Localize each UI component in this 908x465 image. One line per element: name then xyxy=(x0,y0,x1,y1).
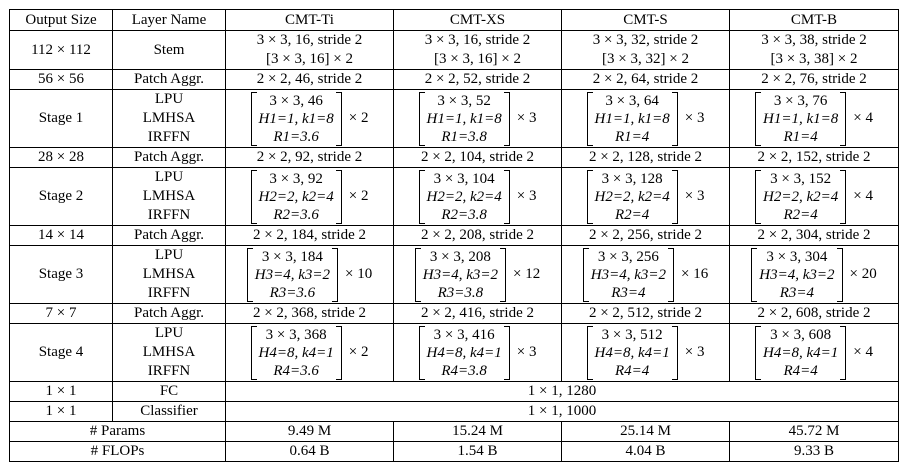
repeat-count: × 2 xyxy=(348,344,369,360)
irffn-config: R3=3.8 xyxy=(437,284,484,301)
stage-block-cell xyxy=(226,90,394,148)
patch-cell: 2 × 2, 608, stride 2 xyxy=(730,304,899,324)
header-model-xs: CMT-XS xyxy=(394,10,562,31)
lmhsa-config: H3=4, k3=2 xyxy=(759,266,835,283)
block-matrix xyxy=(251,92,342,146)
block-matrix xyxy=(419,326,510,380)
stem-cell: 3 × 3, 38, stride 2 [3 × 3, 38] × 2 xyxy=(730,31,899,70)
stage-block-cell xyxy=(394,324,562,382)
stage-block-cell xyxy=(730,90,899,148)
header-model-s: CMT-S xyxy=(562,10,730,31)
output-size: 1 × 1 xyxy=(10,382,113,402)
layer-name: FC xyxy=(113,382,226,402)
block-matrix xyxy=(755,170,846,224)
stem-cell: 3 × 3, 16, stride 2 [3 × 3, 16] × 2 xyxy=(394,31,562,70)
block-matrix xyxy=(247,248,338,302)
stem-row xyxy=(10,31,899,70)
irffn-label: IRFFN xyxy=(147,129,191,145)
lmhsa-config: H2=2, k2=4 xyxy=(763,188,839,205)
block-matrix xyxy=(419,92,510,146)
patch-cell: 2 × 2, 184, stride 2 xyxy=(226,226,394,246)
stage-name: Stage 4 xyxy=(10,324,113,382)
lmhsa-label: LMHSA xyxy=(142,188,196,204)
stage-layer-names xyxy=(113,324,226,382)
patch-cell: 2 × 2, 512, stride 2 xyxy=(562,304,730,324)
patch-cell: 2 × 2, 256, stride 2 xyxy=(562,226,730,246)
repeat-count: × 2 xyxy=(348,188,369,204)
lpu-config: 3 × 3, 92 xyxy=(269,170,323,187)
repeat-count: × 3 xyxy=(684,110,705,126)
block-matrix xyxy=(587,326,678,380)
block-matrix xyxy=(755,92,846,146)
flops-value: 0.64 B xyxy=(226,442,394,462)
irffn-config: R3=4 xyxy=(611,284,646,301)
lpu-config: 3 × 3, 208 xyxy=(429,248,491,265)
block-matrix xyxy=(755,326,846,380)
classifier-row xyxy=(10,402,899,422)
lpu-config: 3 × 3, 256 xyxy=(597,248,659,265)
patch-cell: 2 × 2, 304, stride 2 xyxy=(730,226,899,246)
lmhsa-config: H1=1, k1=8 xyxy=(258,110,334,127)
lpu-config: 3 × 3, 128 xyxy=(601,170,663,187)
lpu-config: 3 × 3, 608 xyxy=(770,326,832,343)
irffn-config: R1=4 xyxy=(614,128,650,145)
stage-name: Stage 2 xyxy=(10,168,113,226)
block-matrix xyxy=(251,326,342,380)
layer-name: Patch Aggr. xyxy=(113,226,226,246)
repeat-count: × 10 xyxy=(345,266,373,282)
fc-row xyxy=(10,382,899,402)
params-value: 25.14 M xyxy=(562,422,730,442)
header-model-b: CMT-B xyxy=(730,10,899,31)
patch-cell: 2 × 2, 92, stride 2 xyxy=(226,148,394,168)
patch-cell: 2 × 2, 76, stride 2 xyxy=(730,70,899,90)
architecture-table xyxy=(9,9,899,462)
irffn-config: R4=3.6 xyxy=(273,362,319,379)
lmhsa-config: H4=8, k4=1 xyxy=(763,344,839,361)
irffn-config: R1=4 xyxy=(783,128,818,145)
stage-block-cell xyxy=(562,324,730,382)
stage-row xyxy=(10,246,899,304)
layer-name: Classifier xyxy=(113,402,226,422)
lpu-config: 3 × 3, 368 xyxy=(265,326,327,343)
irffn-config: R2=3.6 xyxy=(273,206,319,223)
irffn-label: IRFFN xyxy=(147,363,191,379)
lmhsa-label: LMHSA xyxy=(142,266,196,282)
lpu-config: 3 × 3, 46 xyxy=(269,92,323,109)
block-matrix xyxy=(751,248,842,302)
stage-block-cell xyxy=(730,246,899,304)
block-matrix xyxy=(415,248,506,302)
lmhsa-label: LMHSA xyxy=(142,110,196,126)
lmhsa-config: H4=8, k4=1 xyxy=(594,344,670,361)
irffn-label: IRFFN xyxy=(147,285,191,301)
repeat-count: × 3 xyxy=(516,188,537,204)
stage-row xyxy=(10,90,899,148)
output-size: 14 × 14 xyxy=(10,226,113,246)
stage-name: Stage 3 xyxy=(10,246,113,304)
params-row xyxy=(10,422,899,442)
patch-cell: 2 × 2, 208, stride 2 xyxy=(394,226,562,246)
repeat-count: × 2 xyxy=(348,110,369,126)
header-output-size: Output Size xyxy=(10,10,113,31)
patch-cell: 2 × 2, 368, stride 2 xyxy=(226,304,394,324)
stage-block-cell xyxy=(394,90,562,148)
repeat-count: × 3 xyxy=(516,344,537,360)
patch-aggr-row xyxy=(10,148,899,168)
layer-name: Patch Aggr. xyxy=(113,148,226,168)
output-size: 112 × 112 xyxy=(10,31,113,70)
lmhsa-config: H4=8, k4=1 xyxy=(426,344,502,361)
block-matrix xyxy=(419,170,510,224)
lpu-label: LPU xyxy=(154,91,184,107)
irffn-config: R4=4 xyxy=(783,362,818,379)
lpu-config: 3 × 3, 52 xyxy=(437,92,491,109)
lmhsa-config: H1=1, k1=8 xyxy=(426,110,502,127)
header-model-ti: CMT-Ti xyxy=(226,10,394,31)
repeat-count: × 20 xyxy=(849,266,877,282)
lpu-config: 3 × 3, 76 xyxy=(773,92,828,109)
block-matrix xyxy=(251,170,342,224)
output-size: 56 × 56 xyxy=(10,70,113,90)
irffn-config: R3=3.6 xyxy=(269,284,316,301)
lpu-label: LPU xyxy=(154,247,184,263)
lpu-label: LPU xyxy=(154,325,184,341)
stage-layer-names xyxy=(113,90,226,148)
stem-cell: 3 × 3, 32, stride 2 [3 × 3, 32] × 2 xyxy=(562,31,730,70)
stage-block-cell xyxy=(562,168,730,226)
lmhsa-config: H3=4, k3=2 xyxy=(590,266,666,283)
patch-cell: 2 × 2, 152, stride 2 xyxy=(730,148,899,168)
stage-layer-names xyxy=(113,246,226,304)
layer-name: Patch Aggr. xyxy=(113,70,226,90)
stage-block-cell xyxy=(730,324,899,382)
stage-block-cell xyxy=(562,90,730,148)
patch-cell: 2 × 2, 128, stride 2 xyxy=(562,148,730,168)
flops-label: # FLOPs xyxy=(10,442,226,462)
layer-name: Stem xyxy=(113,31,226,70)
lmhsa-config: H3=4, k3=2 xyxy=(254,266,330,283)
patch-cell: 2 × 2, 104, stride 2 xyxy=(394,148,562,168)
repeat-count: × 3 xyxy=(516,110,537,126)
output-size: 1 × 1 xyxy=(10,402,113,422)
lmhsa-config: H1=1, k1=8 xyxy=(594,110,670,127)
stage-block-cell xyxy=(226,168,394,226)
repeat-count: × 4 xyxy=(853,188,873,204)
repeat-count: × 16 xyxy=(681,266,709,282)
patch-cell: 2 × 2, 52, stride 2 xyxy=(394,70,562,90)
irffn-config: R4=3.8 xyxy=(441,362,487,379)
header-layer-name: Layer Name xyxy=(113,10,226,31)
output-size: 28 × 28 xyxy=(10,148,113,168)
stage-block-cell xyxy=(394,168,562,226)
lpu-config: 3 × 3, 104 xyxy=(433,170,495,187)
params-label: # Params xyxy=(10,422,226,442)
repeat-count: × 3 xyxy=(684,188,705,204)
lmhsa-config: H2=2, k2=4 xyxy=(258,188,334,205)
flops-value: 1.54 B xyxy=(394,442,562,462)
lpu-config: 3 × 3, 512 xyxy=(601,326,663,343)
patch-cell: 2 × 2, 416, stride 2 xyxy=(394,304,562,324)
stem-cell: 3 × 3, 16, stride 2 [3 × 3, 16] × 2 xyxy=(226,31,394,70)
lmhsa-label: LMHSA xyxy=(142,344,196,360)
patch-aggr-row xyxy=(10,70,899,90)
irffn-config: R2=3.8 xyxy=(441,206,487,223)
lpu-config: 3 × 3, 64 xyxy=(605,92,659,109)
irffn-config: R2=4 xyxy=(783,206,818,223)
stage-block-cell xyxy=(394,246,562,304)
irffn-config: R1=3.8 xyxy=(441,128,487,145)
lpu-config: 3 × 3, 152 xyxy=(770,170,832,187)
params-value: 9.49 M xyxy=(226,422,394,442)
flops-value: 9.33 B xyxy=(730,442,899,462)
params-value: 45.72 M xyxy=(730,422,899,442)
repeat-count: × 4 xyxy=(853,344,873,360)
block-matrix xyxy=(583,248,674,302)
stage-layer-names xyxy=(113,168,226,226)
fc-cell: 1 × 1, 1280 xyxy=(226,382,899,402)
lpu-config: 3 × 3, 416 xyxy=(433,326,495,343)
stage-block-cell xyxy=(730,168,899,226)
stage-block-cell xyxy=(226,324,394,382)
block-matrix xyxy=(587,170,678,224)
lmhsa-config: H2=2, k2=4 xyxy=(426,188,502,205)
patch-cell: 2 × 2, 46, stride 2 xyxy=(226,70,394,90)
flops-row xyxy=(10,442,899,462)
classifier-cell: 1 × 1, 1000 xyxy=(226,402,899,422)
layer-name: Patch Aggr. xyxy=(113,304,226,324)
header-row xyxy=(10,10,899,31)
stage-row xyxy=(10,324,899,382)
irffn-config: R2=4 xyxy=(614,206,650,223)
stage-block-cell xyxy=(562,246,730,304)
stage-row xyxy=(10,168,899,226)
irffn-label: IRFFN xyxy=(147,207,191,223)
patch-aggr-row xyxy=(10,304,899,324)
lpu-label: LPU xyxy=(154,169,184,185)
repeat-count: × 3 xyxy=(684,344,705,360)
irffn-config: R1=3.6 xyxy=(273,128,319,145)
patch-cell: 2 × 2, 64, stride 2 xyxy=(562,70,730,90)
block-matrix xyxy=(587,92,678,146)
lmhsa-config: H4=8, k4=1 xyxy=(258,344,334,361)
params-value: 15.24 M xyxy=(394,422,562,442)
lmhsa-config: H3=4, k3=2 xyxy=(422,266,498,283)
lmhsa-config: H1=1, k1=8 xyxy=(763,110,839,127)
lpu-config: 3 × 3, 304 xyxy=(766,248,828,265)
irffn-config: R4=4 xyxy=(614,362,650,379)
lmhsa-config: H2=2, k2=4 xyxy=(594,188,670,205)
repeat-count: × 4 xyxy=(853,110,873,126)
repeat-count: × 12 xyxy=(513,266,541,282)
patch-aggr-row xyxy=(10,226,899,246)
lpu-config: 3 × 3, 184 xyxy=(261,248,323,265)
irffn-config: R3=4 xyxy=(779,284,815,301)
stage-block-cell xyxy=(226,246,394,304)
flops-value: 4.04 B xyxy=(562,442,730,462)
stage-name: Stage 1 xyxy=(10,90,113,148)
output-size: 7 × 7 xyxy=(10,304,113,324)
